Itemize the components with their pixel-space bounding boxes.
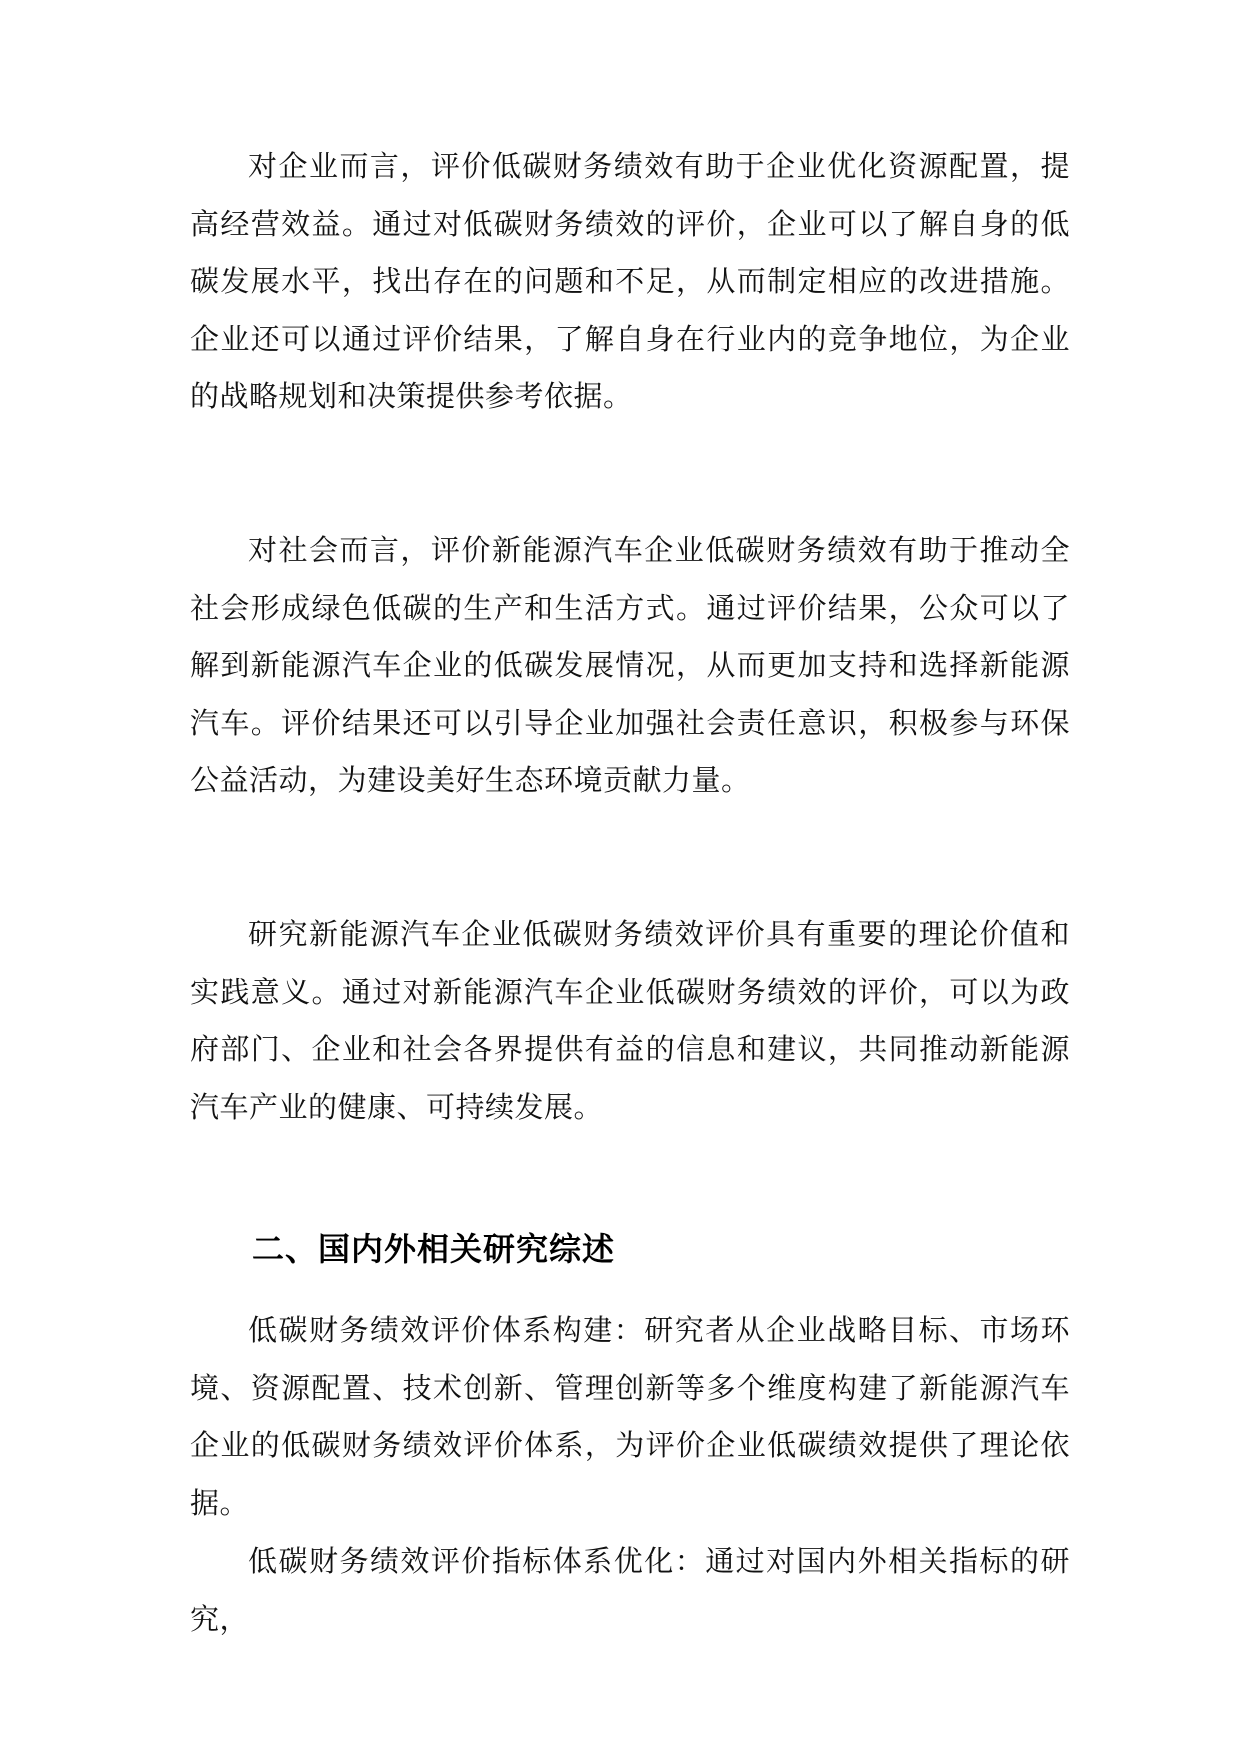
paragraph-indicator-optimization: 低碳财务绩效评价指标体系优化：通过对国内外相关指标的研究，: [190, 1544, 1070, 1636]
paragraph-research-significance: 研究新能源汽车企业低碳财务绩效评价具有重要的理论价值和实践意义。通过对新能源汽车企业低碳财务绩效的评价，可以为政府部门、企业和社会各界提供有益的信息和建议，共同推动新能源汽车产业的健康、可持续发展。: [190, 917, 1070, 1124]
paragraph-enterprise-perspective: 对企业而言，评价低碳财务绩效有助于企业优化资源配置，提高经营效益。通过对低碳财务绩效的评价，企业可以了解自身的低碳发展水平，找出存在的问题和不足，从而制定相应的改进措施。企业还可以通过评价结果，了解自身在行业内的竞争地位，为企业的战略规划和决策提供参考依据。: [190, 149, 1070, 414]
paragraph-system-construction: 低碳财务绩效评价体系构建：研究者从企业战略目标、市场环境、资源配置、技术创新、管理创新等多个维度构建了新能源汽车企业的低碳财务绩效评价体系，为评价企业低碳绩效提供了理论依据。: [190, 1313, 1070, 1520]
paragraph-society-perspective: 对社会而言，评价新能源汽车企业低碳财务绩效有助于推动全社会形成绿色低碳的生产和生活方式。通过评价结果，公众可以了解到新能源汽车企业的低碳发展情况，从而更加支持和选择新能源汽车。评价结果还可以引导企业加强社会责任意识，积极参与环保公益活动，为建设美好生态环境贡献力量。: [190, 533, 1070, 798]
section-heading: 二、国内外相关研究综述: [252, 1230, 616, 1268]
